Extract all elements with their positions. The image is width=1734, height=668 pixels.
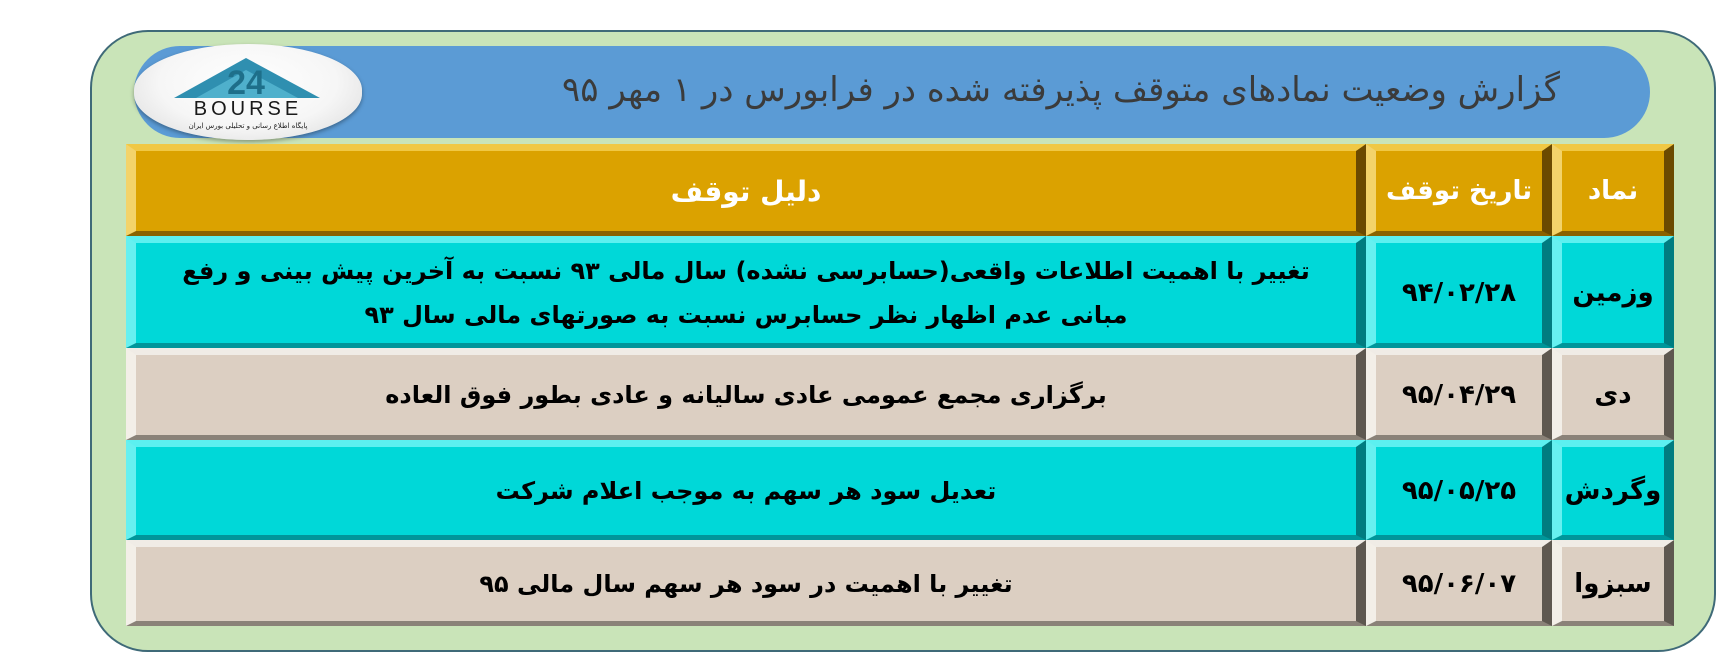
logo-word: BOURSE [193, 98, 303, 120]
col-date-header: تاریخ توقف [1366, 144, 1552, 236]
date-cell: ۹۵/۰۶/۰۷ [1366, 540, 1552, 626]
table-row [126, 540, 1674, 626]
logo-caption: پایگاه اطلاع رسانی و تحلیلی بورس ایران [188, 122, 308, 130]
report-title: گزارش وضعیت نمادهای متوقف پذیرفته شده در فرابورس در ۱ مهر ۹۵ [562, 70, 1560, 110]
reason-cell: تغییر با اهمیت در سود هر سهم سال مالی ۹۵ [126, 540, 1366, 626]
reason-cell: تعدیل سود هر سهم به موجب اعلام شرکت [126, 440, 1366, 540]
col-reason-header: دلیل توقف [126, 144, 1366, 236]
reason-cell: تغییر با اهمیت اطلاعات واقعی(حسابرسی نشده) سال مالی ۹۳ نسبت به آخرین پیش بینی و رفع مبانی عدم اظهار نظر حسابرس نسبت به صورتهای مالی سال ۹۳ [126, 236, 1366, 348]
date-cell: ۹۵/۰۴/۲۹ [1366, 348, 1552, 440]
table-row [126, 348, 1674, 440]
table-header-row [126, 144, 1674, 236]
date-cell: ۹۵/۰۵/۲۵ [1366, 440, 1552, 540]
symbol-cell: وزمین [1552, 236, 1674, 348]
logo-number: 24 [227, 64, 265, 102]
reason-cell: برگزاری مجمع عمومی عادی سالیانه و عادی بطور فوق العاده [126, 348, 1366, 440]
bourse24-logo [134, 44, 362, 140]
symbol-cell: سبزوا [1552, 540, 1674, 626]
table-row [126, 440, 1674, 540]
table-row [126, 236, 1674, 348]
suspended-symbols-table [126, 144, 1674, 626]
date-cell: ۹۴/۰۲/۲۸ [1366, 236, 1552, 348]
col-symbol-header: نماد [1552, 144, 1674, 236]
symbol-cell: وگردش [1552, 440, 1674, 540]
symbol-cell: دی [1552, 348, 1674, 440]
